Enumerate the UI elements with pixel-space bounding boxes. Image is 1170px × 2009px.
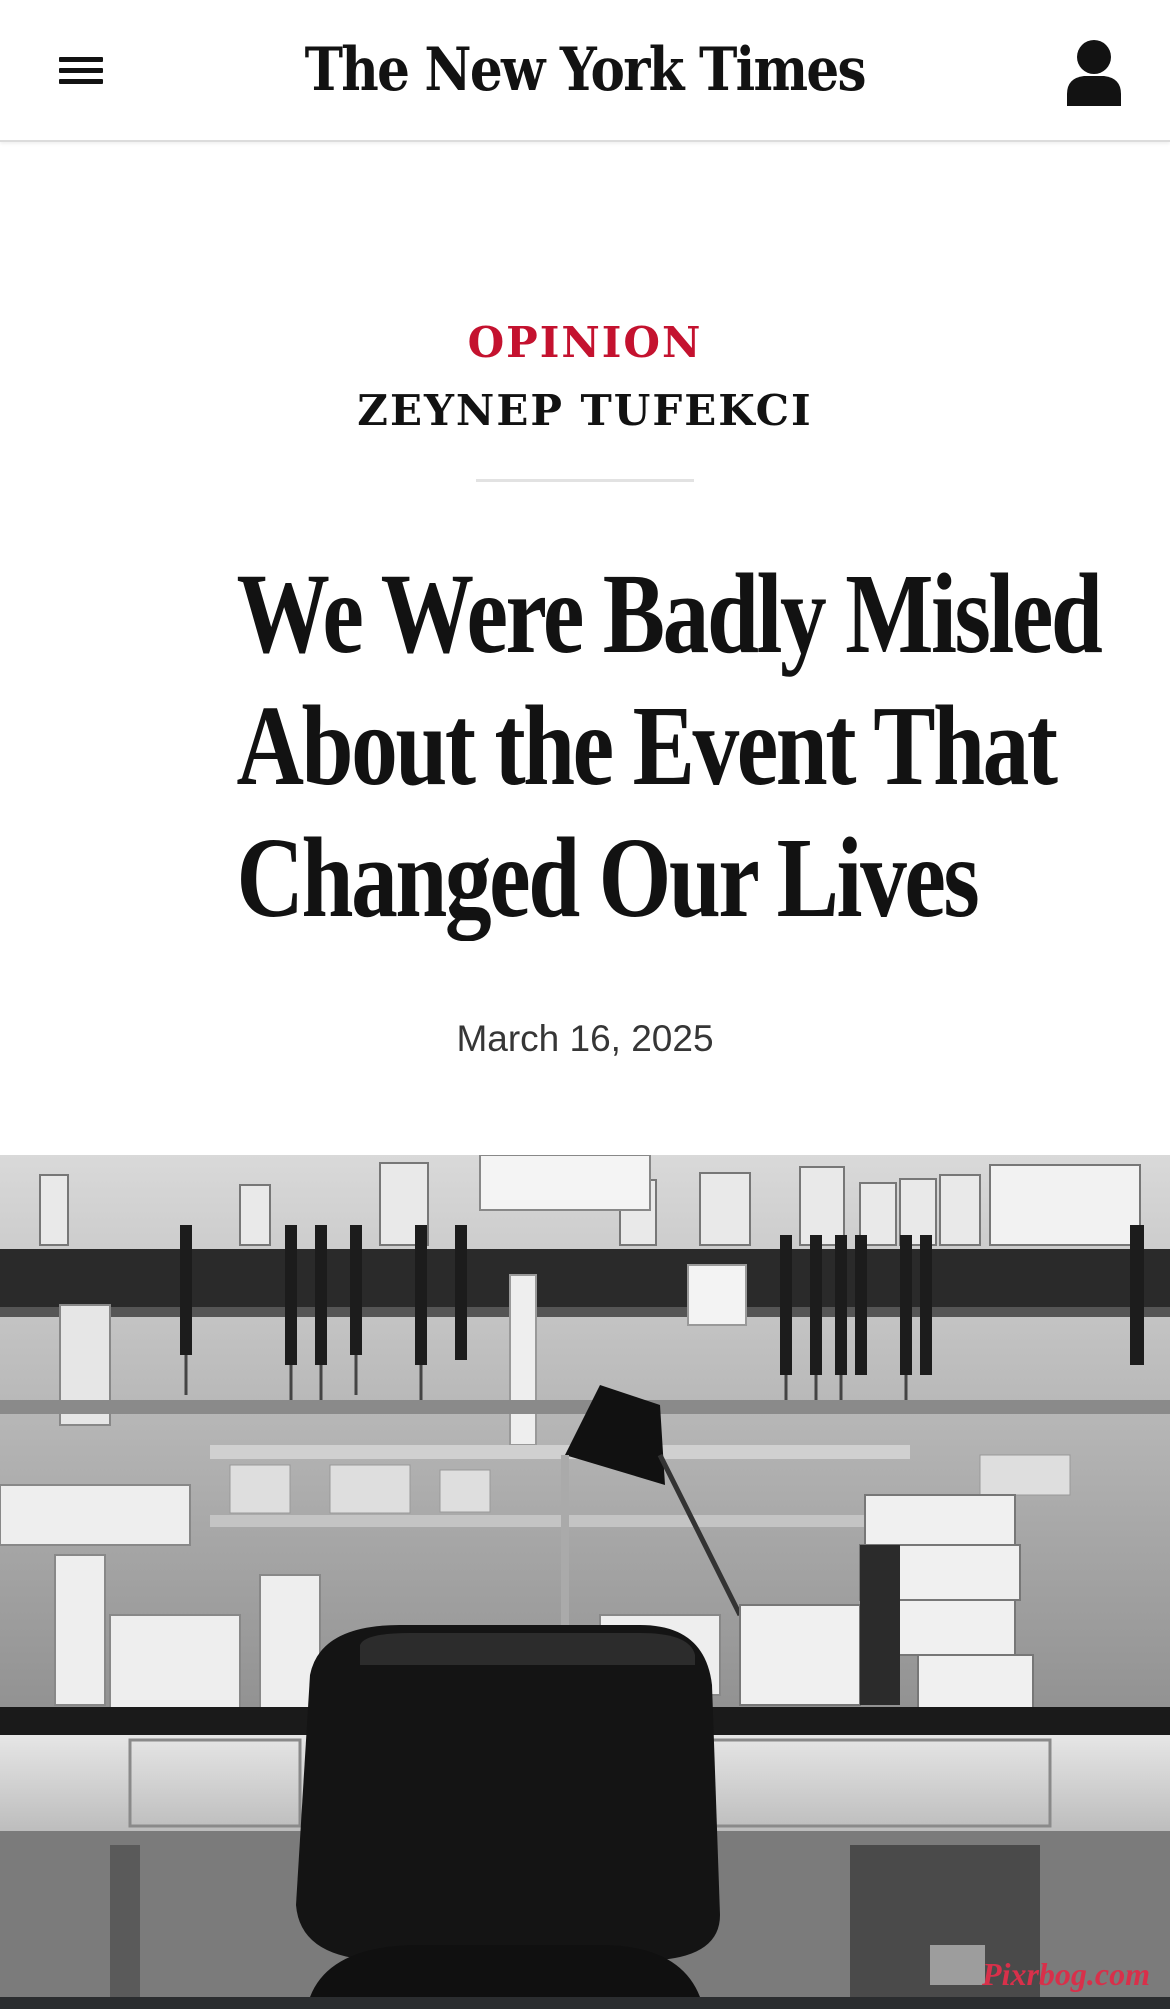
top-navigation-bar (0, 0, 1170, 142)
headline-line: We Were Badly Misled (236, 550, 1101, 677)
section-label[interactable]: OPINION (467, 318, 703, 367)
user-silhouette (1062, 36, 1126, 108)
divider (476, 479, 694, 482)
bottom-toolbar-edge (0, 1997, 1170, 2009)
publish-date: March 16, 2025 (456, 1018, 714, 1059)
headline-line: Changed Our Lives (236, 814, 978, 941)
hamburger-menu-icon[interactable] (52, 48, 110, 94)
logo-text: The New York Times (304, 35, 866, 105)
lab-bench-photo (0, 1155, 1170, 1997)
headline-line: About the Event That (236, 682, 1056, 809)
article-headline (236, 548, 1101, 944)
menu-line (59, 79, 103, 84)
hero-image (0, 1155, 1170, 1997)
menu-line (59, 57, 103, 62)
watermark-text: Pixrbog.com (982, 1956, 1150, 1992)
menu-line (59, 68, 103, 73)
user-account-icon[interactable] (1062, 36, 1126, 108)
author-byline[interactable]: ZEYNEP TUFEKCI (357, 386, 813, 435)
nyt-logo[interactable] (250, 18, 920, 122)
